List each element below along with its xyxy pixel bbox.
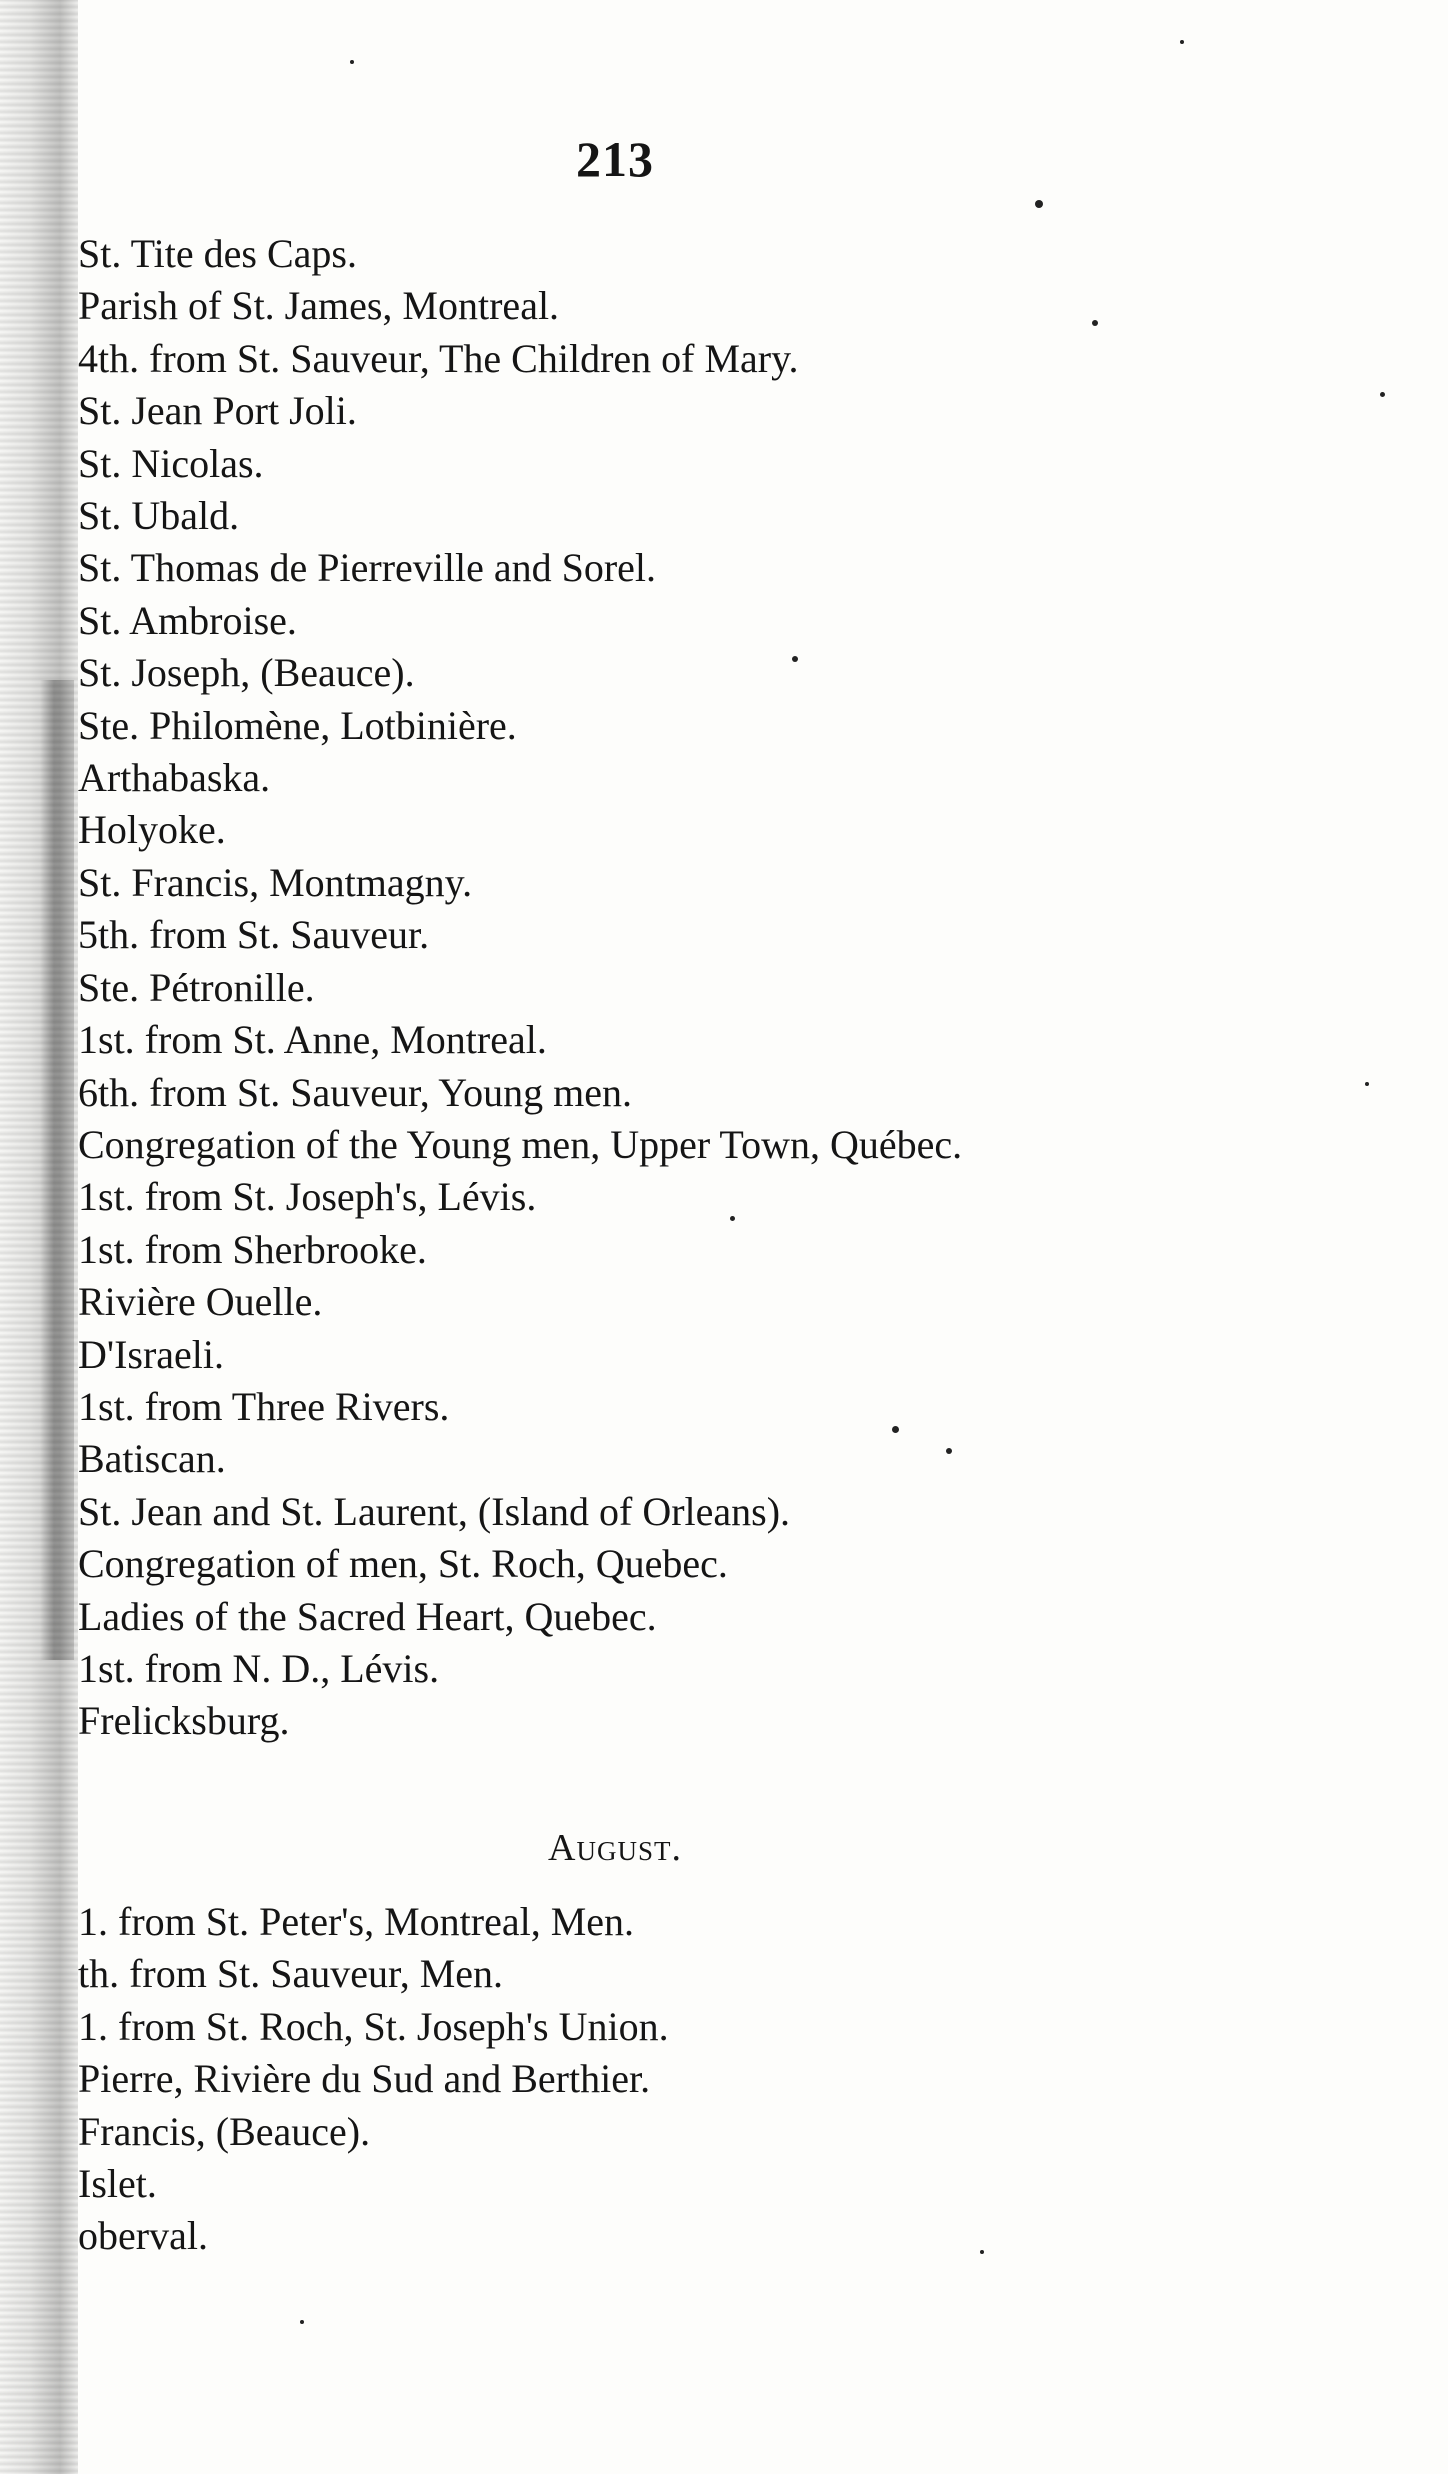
list-item: 1st. from Sherbrooke.: [78, 1226, 427, 1272]
scan-speck: [1092, 320, 1098, 326]
list-item: St. Thomas de Pierreville and Sorel.: [78, 545, 657, 591]
scan-speck: [792, 656, 798, 662]
section-heading-august: August.: [548, 1827, 682, 1869]
list-item: 5th. from St. Sauveur.: [78, 912, 430, 958]
list-item: St. Jean Port Joli.: [78, 388, 357, 434]
list-item: 1st. from N. D., Lévis.: [78, 1645, 440, 1691]
list-item: Islet.: [78, 2161, 157, 2207]
list-item: St. Joseph, (Beauce).: [78, 650, 415, 696]
scan-speck: [1035, 200, 1043, 208]
list-item: Pierre, Rivière du Sud and Berthier.: [78, 2056, 651, 2102]
list-item: St. Nicolas.: [78, 440, 264, 486]
list-item: D'Israeli.: [78, 1331, 225, 1377]
list-item: Congregation of the Young men, Upper Town, Québec.: [78, 1121, 963, 1167]
list-item: oberval.: [78, 2213, 208, 2259]
scan-speck: [730, 1216, 735, 1221]
scan-speck: [946, 1448, 952, 1454]
scan-speck: [980, 2250, 984, 2254]
list-item: th. from St. Sauveur, Men.: [78, 1951, 504, 1997]
list-item: Batiscan.: [78, 1436, 226, 1482]
list-item: Ladies of the Sacred Heart, Quebec.: [78, 1593, 657, 1639]
list-item: 1. from St. Roch, St. Joseph's Union.: [78, 2003, 669, 2049]
list-item: Frelicksburg.: [78, 1698, 290, 1744]
list-item: St. Jean and St. Laurent, (Island of Orleans).: [78, 1488, 791, 1534]
binding-shadow: [40, 680, 74, 1660]
scan-speck: [350, 60, 354, 64]
list-item: 1st. from Three Rivers.: [78, 1383, 450, 1429]
list-item: 1st. from St. Anne, Montreal.: [78, 1017, 547, 1063]
list-item: Arthabaska.: [78, 755, 271, 801]
list-item: Parish of St. James, Montreal.: [78, 283, 560, 329]
entry-list: [78, 228, 1218, 1748]
list-item: Rivière Ouelle.: [78, 1279, 323, 1325]
august-entry-list: [78, 1896, 1218, 2263]
list-item: Ste. Pétronille.: [78, 964, 315, 1010]
list-item: 4th. from St. Sauveur, The Children of Mary.: [78, 335, 799, 381]
list-item: St. Ubald.: [78, 493, 240, 539]
page-number: 213: [576, 131, 654, 187]
scan-speck: [1180, 40, 1184, 44]
scan-speck: [892, 1426, 899, 1433]
list-item: Ste. Philomène, Lotbinière.: [78, 702, 517, 748]
list-item: Francis, (Beauce).: [78, 2108, 371, 2154]
list-item: St. Ambroise.: [78, 597, 297, 643]
list-item: Congregation of men, St. Roch, Quebec.: [78, 1541, 728, 1587]
list-item: 1. from St. Peter's, Montreal, Men.: [78, 1899, 635, 1944]
list-item: 6th. from St. Sauveur, Young men.: [78, 1069, 632, 1115]
list-item: St. Francis, Montmagny.: [78, 859, 473, 905]
scan-speck: [1365, 1082, 1369, 1086]
scan-speck: [1380, 392, 1385, 397]
scan-speck: [300, 2320, 304, 2324]
list-item: 1st. from St. Joseph's, Lévis.: [78, 1174, 537, 1220]
list-item: St. Tite des Caps.: [78, 231, 357, 276]
list-item: Holyoke.: [78, 807, 226, 853]
